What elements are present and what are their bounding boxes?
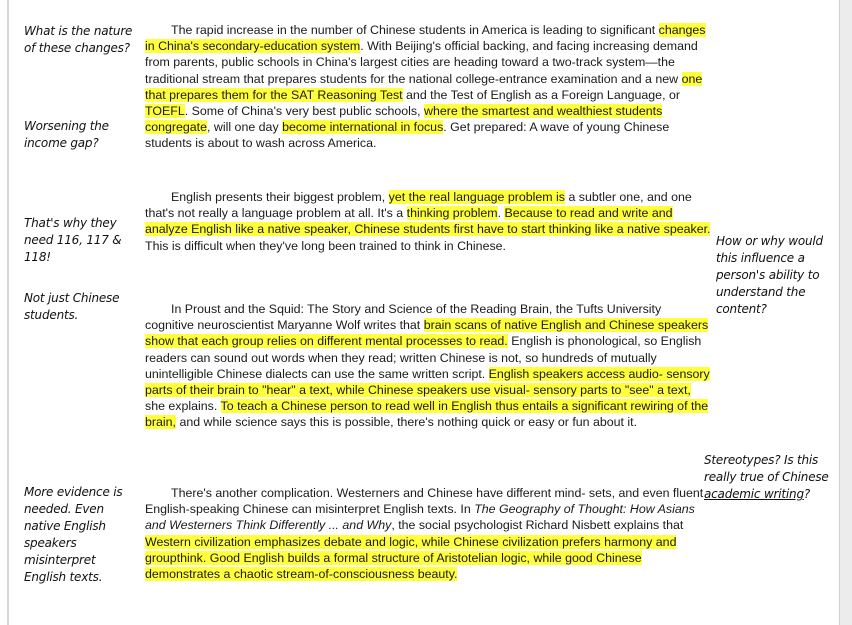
note-why-116: That's why they need 116, 117 & 118! xyxy=(24,216,122,264)
page-left-edge xyxy=(7,0,9,625)
note-stereotypes xyxy=(704,452,832,503)
text-run: she explains. xyxy=(145,399,221,414)
paragraph-3 xyxy=(145,301,713,431)
text-run: The Geography of Thought: How Asians and Westerners Think Differently ... and Why xyxy=(145,502,695,533)
highlighted-text: yet the real language problem is xyxy=(388,190,565,204)
highlighted-text: changes in China's secondary-education system xyxy=(145,23,706,54)
highlighted-text: thinking problem xyxy=(406,206,498,221)
text-run: This is difficult when they've long been trained to think in Chinese. xyxy=(145,238,506,253)
text-run: In Proust and the Squid: The Story and Science of the Reading Brain, the Tufts University cognitive neuroscientist Maryanne Wolf writes that xyxy=(145,302,662,333)
text-run: , will one day xyxy=(207,120,283,135)
text-run: . Some of China's very best public schools, xyxy=(184,104,424,119)
highlighted-text: Western civilization emphasizes debate and logic, while Chinese civilization prefers harmony and groupthink. Good English builds a formal structure of Aristotelian logic, while good Chinese demonstrates a chaotic stream-of-consciousness beauty. xyxy=(145,534,677,582)
note-not-just-chinese: Not just Chinese students. xyxy=(24,291,120,322)
text-run: and while science says this is possible, there's nothing quick or easy or fun about it. xyxy=(176,415,638,430)
paragraph-4 xyxy=(145,485,713,582)
page-right-edge xyxy=(839,0,852,625)
highlighted-text: brain scans of native English and Chinese speakers show that each group relies on different mental processes to read. xyxy=(145,318,709,349)
paragraph-text xyxy=(145,485,713,582)
note-more-evidence: More evidence is needed. Even native English speakers misinterpret English texts. xyxy=(24,485,123,584)
highlighted-text: To teach a Chinese person to read well in English thus entails a significant rewiring of the brain, xyxy=(145,399,709,430)
highlighted-text: one that prepares them for the SAT Reasoning Test xyxy=(145,71,703,102)
highlighted-text: TOEFL xyxy=(145,104,185,119)
text-run: . Get prepared: A wave of young Chinese students is about to wash across America. xyxy=(145,120,670,151)
highlighted-text: English speakers access audio- sensory parts of their brain to "hear" a text, while Chinese speakers use visual- sensory parts to "see" a text, xyxy=(145,366,710,398)
text-run: , the social psychologist Richard Nisbett explains that xyxy=(391,518,684,533)
text-run: There's another complication. Westerners and Chinese have different mind- sets, and even fluent English-speaking Chinese can misinterpret English texts. In xyxy=(145,486,704,517)
paragraph-1 xyxy=(145,22,713,152)
note-nature-of-changes: What is the nature of these changes? xyxy=(24,24,133,55)
highlighted-text: become international in focus xyxy=(282,120,444,135)
note-how-influence: How or why would this influence a person's ability to understand the content? xyxy=(716,234,823,316)
text-run: The rapid increase in the number of Chinese students in America is leading to significant xyxy=(171,23,659,37)
note-stereotypes-prefix: Stereotypes? Is this really true of Chinese xyxy=(704,453,829,484)
text-run: a subtler one, and one that's not really a language problem at all. It's a xyxy=(145,190,692,221)
text-run: . xyxy=(497,206,505,221)
paragraph-2 xyxy=(145,189,713,254)
paragraph-text xyxy=(145,189,713,254)
paragraph-text xyxy=(145,301,713,431)
text-run: . With Beijing's official backing, and facing increasing demand from parents, public schools in China's largest cities are heading toward a two-track system—the traditional stream that prepares students for the national college-entrance examination and a new xyxy=(145,39,698,86)
text-run: and the Test of English as a Foreign Language, or xyxy=(402,87,680,102)
text-run: English is phonological, so English readers can sound out words when they read; written Chinese is not, so hundreds of mutually unintelligible Chinese dialects can use the same written script. xyxy=(145,334,702,381)
note-income-gap: Worsening the income gap? xyxy=(24,119,109,150)
text-run: English presents their biggest problem, xyxy=(171,190,389,204)
highlighted-text: Because to read and write and analyze English like a native speaker, Chinese students first have to start thinking like a native speaker. xyxy=(145,206,711,237)
highlighted-text: where the smartest and wealthiest students congregate xyxy=(145,104,663,135)
note-stereotypes-underlined: academic writing xyxy=(704,487,804,501)
paragraph-text xyxy=(145,22,713,152)
note-stereotypes-suffix: ? xyxy=(803,487,811,501)
